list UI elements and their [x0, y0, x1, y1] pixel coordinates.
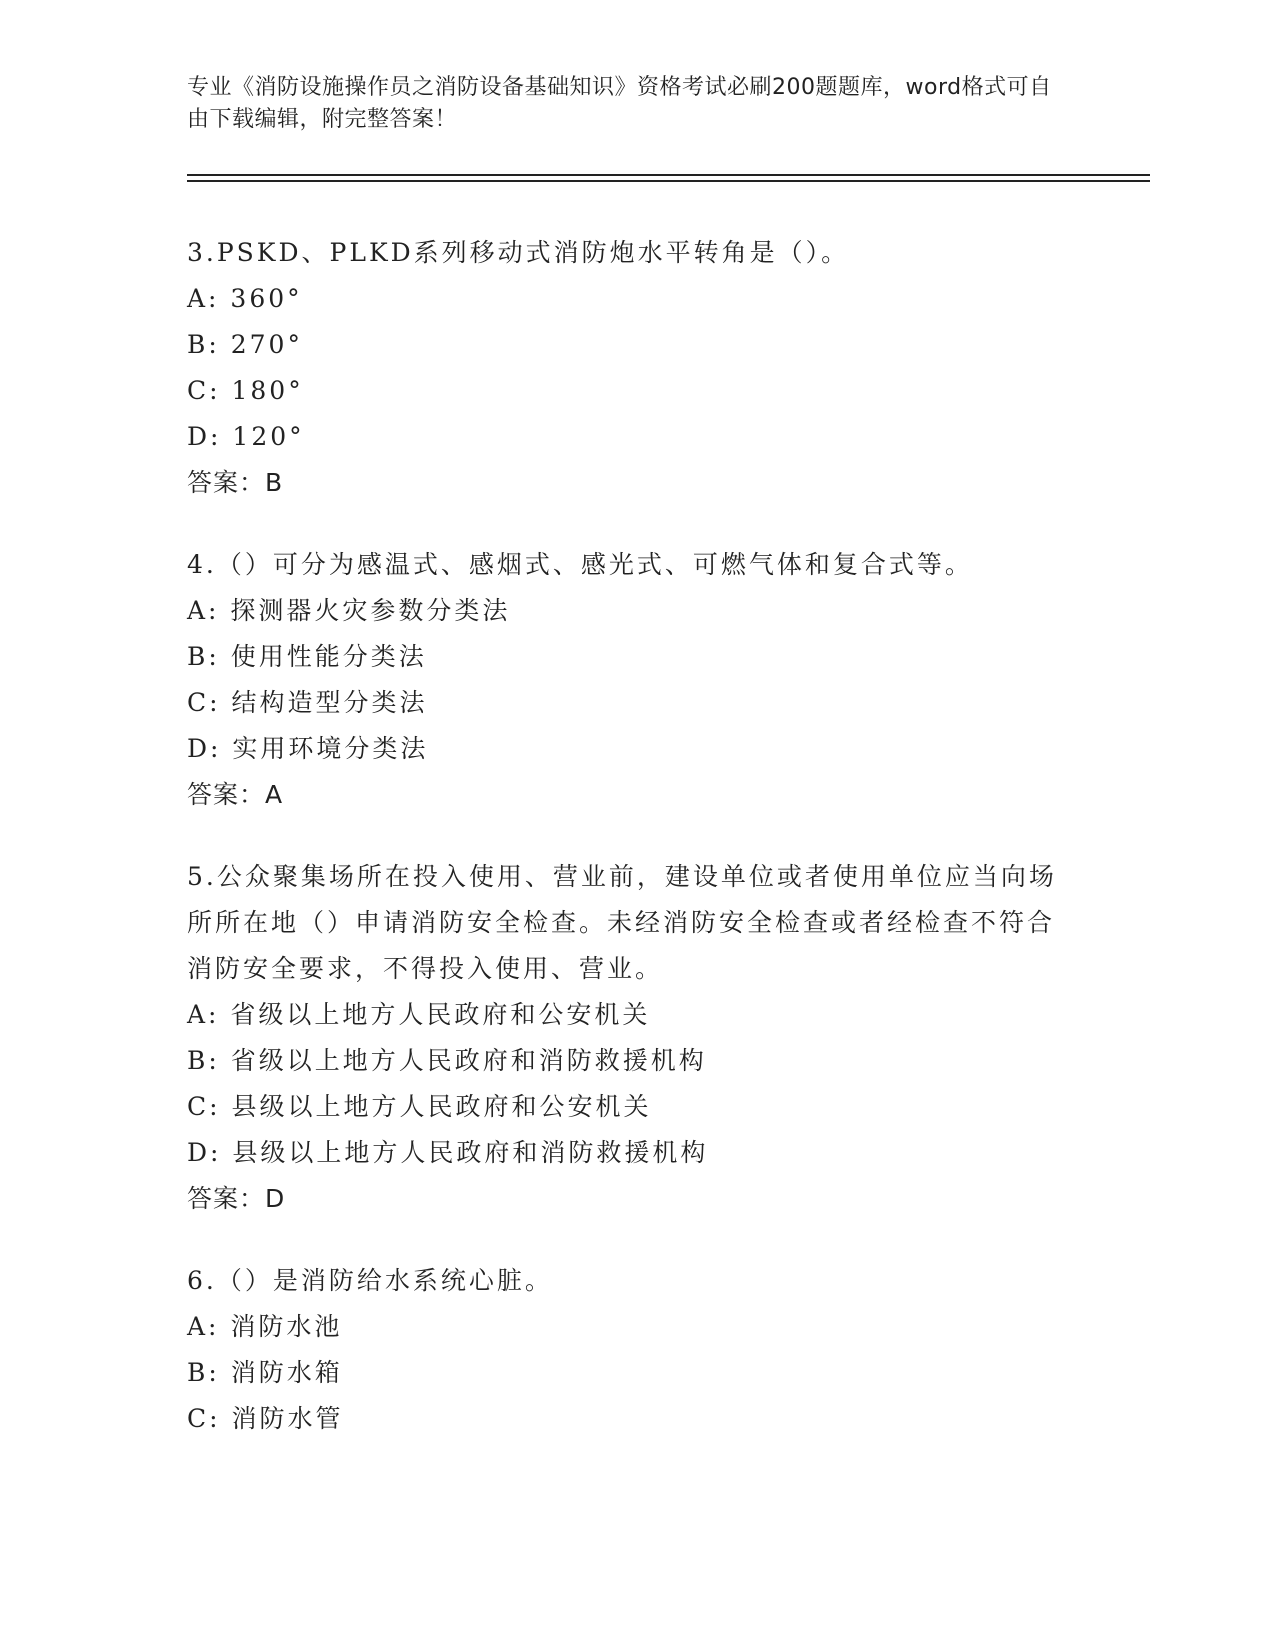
question-stem: 3.PSKD、PLKD系列移动式消防炮水平转角是（）。	[187, 238, 850, 267]
option-a: A: 360°	[187, 284, 303, 313]
question-5	[187, 854, 1067, 1222]
option-d: D: 120°	[187, 422, 305, 451]
option-c: C: 180°	[187, 376, 304, 405]
option-b: B: 270°	[187, 330, 303, 359]
option-a: A: 省级以上地方人民政府和公安机关	[187, 1000, 651, 1029]
question-3	[187, 230, 1067, 506]
option-c: C: 县级以上地方人民政府和公安机关	[187, 1092, 652, 1121]
question-6	[187, 1258, 1067, 1442]
option-c: C: 结构造型分类法	[187, 688, 428, 717]
answer-label: 答案：D	[187, 1184, 286, 1213]
question-stem: 4.（）可分为感温式、感烟式、感光式、可燃气体和复合式等。	[187, 550, 973, 579]
answer-label: 答案：A	[187, 780, 284, 809]
option-b: B: 省级以上地方人民政府和消防救援机构	[187, 1046, 707, 1075]
header-divider-top	[187, 174, 1150, 176]
document-header: 专业《消防设施操作员之消防设备基础知识》资格考试必刷200题题库，word格式可自由下载编辑，附完整答案！	[187, 75, 1052, 132]
question-list	[187, 230, 1067, 1478]
option-c: C: 消防水管	[187, 1404, 344, 1433]
question-stem: 5.公众聚集场所在投入使用、营业前，建设单位或者使用单位应当向场所所在地（）申请消防安全检查。未经消防安全检查或者经检查不符合消防安全要求，不得投入使用、营业。	[187, 862, 1057, 983]
option-d: D: 县级以上地方人民政府和消防救援机构	[187, 1138, 709, 1167]
option-a: A: 探测器火灾参数分类法	[187, 596, 511, 625]
question-4	[187, 542, 1067, 818]
option-b: B: 消防水箱	[187, 1358, 343, 1387]
option-d: D: 实用环境分类法	[187, 734, 429, 763]
header-divider-bottom	[187, 180, 1150, 182]
option-a: A: 消防水池	[187, 1312, 343, 1341]
answer-label: 答案：B	[187, 468, 284, 497]
question-stem: 6.（）是消防给水系统心脏。	[187, 1266, 553, 1295]
option-b: B: 使用性能分类法	[187, 642, 427, 671]
